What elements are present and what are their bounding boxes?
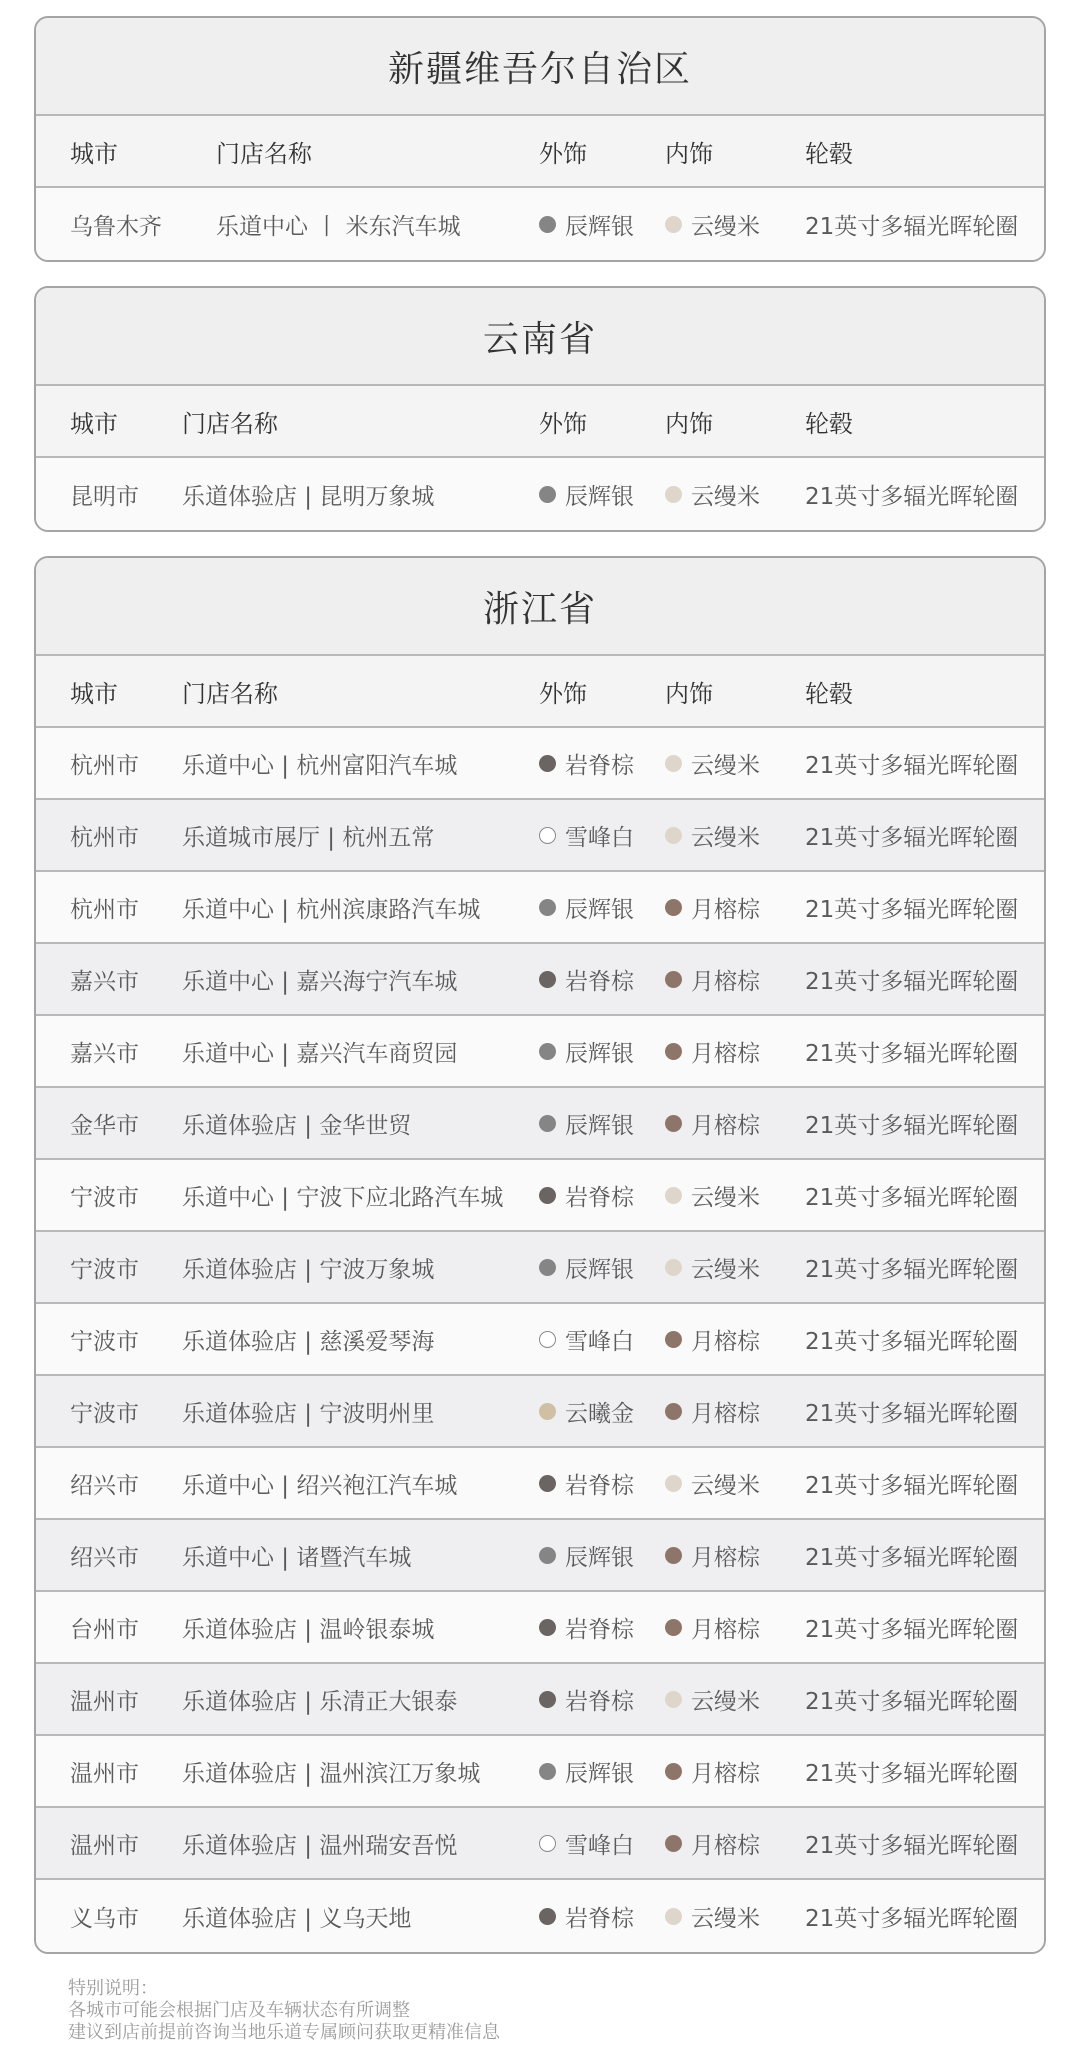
interior-color-label: 月榕棕 xyxy=(691,1040,760,1067)
color-swatch-icon xyxy=(665,1547,682,1564)
exterior-color-label: 雪峰白 xyxy=(565,824,634,851)
exterior-color-cell xyxy=(539,1880,634,1952)
color-swatch-icon xyxy=(539,1259,556,1276)
exterior-color-label: 辰辉银 xyxy=(565,213,634,240)
color-swatch-icon xyxy=(665,216,682,233)
table-row xyxy=(36,1376,1044,1448)
city-cell: 嘉兴市 xyxy=(70,1040,139,1067)
exterior-color-cell xyxy=(539,1232,634,1302)
exterior-color-label: 辰辉银 xyxy=(565,1112,634,1139)
city-cell: 宁波市 xyxy=(70,1400,139,1427)
color-swatch-icon xyxy=(665,486,682,503)
interior-color-label: 云缦米 xyxy=(691,1688,760,1715)
table-row xyxy=(36,458,1044,530)
wheel-cell: 21英寸多辐光晖轮圈 xyxy=(805,1544,1019,1571)
exterior-color-cell xyxy=(539,1736,634,1806)
table-row xyxy=(36,1592,1044,1664)
exterior-color-label: 辰辉银 xyxy=(565,483,634,510)
exterior-color-cell xyxy=(539,728,634,798)
exterior-color-label: 岩脊棕 xyxy=(565,968,634,995)
table-row xyxy=(36,800,1044,872)
interior-color-cell xyxy=(665,944,760,1014)
interior-color-label: 云缦米 xyxy=(691,824,760,851)
store-name-cell: 乐道城市展厅 | 杭州五常 xyxy=(182,824,435,851)
city-cell: 宁波市 xyxy=(70,1256,139,1283)
wheel-cell: 21英寸多辐光晖轮圈 xyxy=(805,483,1019,510)
wheel-cell: 21英寸多辐光晖轮圈 xyxy=(805,1328,1019,1355)
exterior-color-label: 雪峰白 xyxy=(565,1832,634,1859)
exterior-color-label: 岩脊棕 xyxy=(565,1616,634,1643)
interior-color-label: 月榕棕 xyxy=(691,1760,760,1787)
interior-color-cell xyxy=(665,872,760,942)
color-swatch-icon xyxy=(539,1691,556,1708)
exterior-color-label: 岩脊棕 xyxy=(565,1688,634,1715)
color-swatch-icon xyxy=(665,1403,682,1420)
exterior-color-cell xyxy=(539,872,634,942)
exterior-color-label: 岩脊棕 xyxy=(565,1905,634,1932)
interior-color-label: 月榕棕 xyxy=(691,1112,760,1139)
color-swatch-icon xyxy=(665,1259,682,1276)
table-row xyxy=(36,1088,1044,1160)
exterior-color-cell xyxy=(539,1520,634,1590)
city-cell: 金华市 xyxy=(70,1112,139,1139)
color-swatch-icon xyxy=(539,1763,556,1780)
table-row xyxy=(36,1664,1044,1736)
city-cell: 杭州市 xyxy=(70,824,139,851)
exterior-color-cell xyxy=(539,1016,634,1086)
table-row xyxy=(36,728,1044,800)
province-card xyxy=(34,286,1046,532)
exterior-color-label: 辰辉银 xyxy=(565,896,634,923)
column-header-city: 城市 xyxy=(70,679,118,708)
interior-color-label: 云缦米 xyxy=(691,1905,760,1932)
color-swatch-icon xyxy=(665,1908,682,1925)
column-header-city: 城市 xyxy=(70,139,118,168)
column-header-ext: 外饰 xyxy=(539,139,587,168)
note-line: 建议到店前提前咨询当地乐道专属顾问获取更精准信息 xyxy=(68,2022,500,2043)
city-cell: 杭州市 xyxy=(70,896,139,923)
color-swatch-icon xyxy=(539,827,556,844)
exterior-color-cell xyxy=(539,1448,634,1518)
exterior-color-label: 辰辉银 xyxy=(565,1760,634,1787)
interior-color-cell xyxy=(665,1448,760,1518)
color-swatch-icon xyxy=(539,1187,556,1204)
interior-color-cell xyxy=(665,188,760,260)
exterior-color-cell xyxy=(539,1160,634,1230)
table-row xyxy=(36,1808,1044,1880)
city-cell: 乌鲁木齐 xyxy=(70,213,162,240)
interior-color-cell xyxy=(665,1016,760,1086)
table-header-row xyxy=(36,386,1044,458)
color-swatch-icon xyxy=(665,827,682,844)
table-row xyxy=(36,1304,1044,1376)
city-cell: 义乌市 xyxy=(70,1905,139,1932)
wheel-cell: 21英寸多辐光晖轮圈 xyxy=(805,1688,1019,1715)
interior-color-label: 月榕棕 xyxy=(691,1616,760,1643)
exterior-color-cell xyxy=(539,1304,634,1374)
exterior-color-label: 云曦金 xyxy=(565,1400,634,1427)
exterior-color-label: 岩脊棕 xyxy=(565,1184,634,1211)
color-swatch-icon xyxy=(665,1115,682,1132)
province-title: 新疆维吾尔自治区 xyxy=(36,18,1044,116)
store-name-cell: 乐道体验店 | 昆明万象城 xyxy=(182,483,435,510)
interior-color-label: 云缦米 xyxy=(691,213,760,240)
exterior-color-cell xyxy=(539,1592,634,1662)
interior-color-label: 云缦米 xyxy=(691,1184,760,1211)
color-swatch-icon xyxy=(539,1835,556,1852)
store-name-cell: 乐道体验店 | 义乌天地 xyxy=(182,1905,412,1932)
interior-color-cell xyxy=(665,1520,760,1590)
color-swatch-icon xyxy=(539,1547,556,1564)
table-row xyxy=(36,1520,1044,1592)
interior-color-cell xyxy=(665,1304,760,1374)
city-cell: 绍兴市 xyxy=(70,1544,139,1571)
store-name-cell: 乐道体验店 | 慈溪爱琴海 xyxy=(182,1328,435,1355)
column-header-store: 门店名称 xyxy=(216,139,312,168)
color-swatch-icon xyxy=(539,755,556,772)
city-cell: 昆明市 xyxy=(70,483,139,510)
store-name-cell: 乐道体验店 | 温州滨江万象城 xyxy=(182,1760,481,1787)
column-header-wheel: 轮毂 xyxy=(805,409,853,438)
color-swatch-icon xyxy=(539,1475,556,1492)
city-cell: 温州市 xyxy=(70,1832,139,1859)
store-name-cell: 乐道体验店 | 温州瑞安吾悦 xyxy=(182,1832,458,1859)
color-swatch-icon xyxy=(665,1619,682,1636)
table-header-row xyxy=(36,116,1044,188)
color-swatch-icon xyxy=(665,971,682,988)
color-swatch-icon xyxy=(665,1763,682,1780)
wheel-cell: 21英寸多辐光晖轮圈 xyxy=(805,1760,1019,1787)
store-name-cell: 乐道中心 | 嘉兴海宁汽车城 xyxy=(182,968,458,995)
city-cell: 杭州市 xyxy=(70,752,139,779)
column-header-store: 门店名称 xyxy=(182,409,278,438)
exterior-color-label: 岩脊棕 xyxy=(565,752,634,779)
note-line: 特别说明： xyxy=(68,1978,158,1999)
table-row xyxy=(36,944,1044,1016)
wheel-cell: 21英寸多辐光晖轮圈 xyxy=(805,1832,1019,1859)
exterior-color-label: 雪峰白 xyxy=(565,1328,634,1355)
exterior-color-cell xyxy=(539,1088,634,1158)
store-name-cell: 乐道体验店 | 温岭银泰城 xyxy=(182,1616,435,1643)
column-header-wheel: 轮毂 xyxy=(805,139,853,168)
wheel-cell: 21英寸多辐光晖轮圈 xyxy=(805,1040,1019,1067)
interior-color-label: 云缦米 xyxy=(691,1256,760,1283)
store-name-cell: 乐道中心 | 诸暨汽车城 xyxy=(182,1544,412,1571)
store-name-cell: 乐道中心 | 杭州富阳汽车城 xyxy=(182,752,458,779)
interior-color-cell xyxy=(665,1736,760,1806)
interior-color-cell xyxy=(665,1880,760,1952)
interior-color-cell xyxy=(665,728,760,798)
wheel-cell: 21英寸多辐光晖轮圈 xyxy=(805,1400,1019,1427)
color-swatch-icon xyxy=(665,1475,682,1492)
exterior-color-cell xyxy=(539,1664,634,1734)
wheel-cell: 21英寸多辐光晖轮圈 xyxy=(805,1112,1019,1139)
wheel-cell: 21英寸多辐光晖轮圈 xyxy=(805,1905,1019,1932)
interior-color-cell xyxy=(665,1088,760,1158)
wheel-cell: 21英寸多辐光晖轮圈 xyxy=(805,1616,1019,1643)
exterior-color-cell xyxy=(539,944,634,1014)
exterior-color-cell xyxy=(539,800,634,870)
table-row xyxy=(36,872,1044,944)
column-header-int: 内饰 xyxy=(665,679,713,708)
column-header-store: 门店名称 xyxy=(182,679,278,708)
table-row xyxy=(36,1736,1044,1808)
exterior-color-cell xyxy=(539,188,634,260)
city-cell: 绍兴市 xyxy=(70,1472,139,1499)
store-name-cell: 乐道体验店 | 宁波万象城 xyxy=(182,1256,435,1283)
province-title: 云南省 xyxy=(36,288,1044,386)
interior-color-label: 月榕棕 xyxy=(691,1328,760,1355)
color-swatch-icon xyxy=(539,216,556,233)
table-row xyxy=(36,1448,1044,1520)
color-swatch-icon xyxy=(539,486,556,503)
interior-color-cell xyxy=(665,1808,760,1878)
interior-color-label: 云缦米 xyxy=(691,1472,760,1499)
special-note xyxy=(68,1978,500,2044)
column-header-wheel: 轮毂 xyxy=(805,679,853,708)
interior-color-cell xyxy=(665,1232,760,1302)
color-swatch-icon xyxy=(539,1043,556,1060)
note-line: 各城市可能会根据门店及车辆状态有所调整 xyxy=(68,2000,410,2021)
province-title: 浙江省 xyxy=(36,558,1044,656)
wheel-cell: 21英寸多辐光晖轮圈 xyxy=(805,968,1019,995)
wheel-cell: 21英寸多辐光晖轮圈 xyxy=(805,1256,1019,1283)
table-row xyxy=(36,1880,1044,1952)
wheel-cell: 21英寸多辐光晖轮圈 xyxy=(805,752,1019,779)
store-name-cell: 乐道中心 | 绍兴袍江汽车城 xyxy=(182,1472,458,1499)
wheel-cell: 21英寸多辐光晖轮圈 xyxy=(805,213,1019,240)
city-cell: 台州市 xyxy=(70,1616,139,1643)
store-name-cell: 乐道体验店 | 金华世贸 xyxy=(182,1112,412,1139)
interior-color-cell xyxy=(665,1664,760,1734)
color-swatch-icon xyxy=(539,1115,556,1132)
table-row xyxy=(36,1160,1044,1232)
interior-color-cell xyxy=(665,1592,760,1662)
wheel-cell: 21英寸多辐光晖轮圈 xyxy=(805,824,1019,851)
table-row xyxy=(36,1232,1044,1304)
interior-color-cell xyxy=(665,800,760,870)
interior-color-label: 云缦米 xyxy=(691,752,760,779)
exterior-color-cell xyxy=(539,1808,634,1878)
store-name-cell: 乐道体验店 | 乐清正大银泰 xyxy=(182,1688,458,1715)
color-swatch-icon xyxy=(539,899,556,916)
wheel-cell: 21英寸多辐光晖轮圈 xyxy=(805,896,1019,923)
color-swatch-icon xyxy=(539,971,556,988)
city-cell: 宁波市 xyxy=(70,1184,139,1211)
color-swatch-icon xyxy=(539,1908,556,1925)
column-header-ext: 外饰 xyxy=(539,409,587,438)
city-cell: 嘉兴市 xyxy=(70,968,139,995)
interior-color-label: 月榕棕 xyxy=(691,1832,760,1859)
city-cell: 宁波市 xyxy=(70,1328,139,1355)
table-row xyxy=(36,1016,1044,1088)
color-swatch-icon xyxy=(665,1043,682,1060)
exterior-color-label: 辰辉银 xyxy=(565,1040,634,1067)
color-swatch-icon xyxy=(665,1691,682,1708)
wheel-cell: 21英寸多辐光晖轮圈 xyxy=(805,1184,1019,1211)
city-cell: 温州市 xyxy=(70,1688,139,1715)
color-swatch-icon xyxy=(539,1619,556,1636)
table-row xyxy=(36,188,1044,260)
interior-color-cell xyxy=(665,1376,760,1446)
color-swatch-icon xyxy=(539,1403,556,1420)
store-name-cell: 乐道中心 丨 米东汽车城 xyxy=(216,213,461,240)
column-header-ext: 外饰 xyxy=(539,679,587,708)
interior-color-cell xyxy=(665,458,760,530)
color-swatch-icon xyxy=(539,1331,556,1348)
interior-color-label: 云缦米 xyxy=(691,483,760,510)
store-name-cell: 乐道中心 | 嘉兴汽车商贸园 xyxy=(182,1040,458,1067)
column-header-int: 内饰 xyxy=(665,409,713,438)
color-swatch-icon xyxy=(665,1187,682,1204)
exterior-color-cell xyxy=(539,458,634,530)
interior-color-cell xyxy=(665,1160,760,1230)
interior-color-label: 月榕棕 xyxy=(691,1400,760,1427)
city-cell: 温州市 xyxy=(70,1760,139,1787)
exterior-color-cell xyxy=(539,1376,634,1446)
province-card xyxy=(34,556,1046,1954)
wheel-cell: 21英寸多辐光晖轮圈 xyxy=(805,1472,1019,1499)
store-name-cell: 乐道体验店 | 宁波明州里 xyxy=(182,1400,435,1427)
color-swatch-icon xyxy=(665,899,682,916)
interior-color-label: 月榕棕 xyxy=(691,1544,760,1571)
store-name-cell: 乐道中心 | 杭州滨康路汽车城 xyxy=(182,896,481,923)
column-header-int: 内饰 xyxy=(665,139,713,168)
color-swatch-icon xyxy=(665,755,682,772)
exterior-color-label: 辰辉银 xyxy=(565,1256,634,1283)
exterior-color-label: 辰辉银 xyxy=(565,1544,634,1571)
interior-color-label: 月榕棕 xyxy=(691,968,760,995)
interior-color-label: 月榕棕 xyxy=(691,896,760,923)
color-swatch-icon xyxy=(665,1331,682,1348)
exterior-color-label: 岩脊棕 xyxy=(565,1472,634,1499)
color-swatch-icon xyxy=(665,1835,682,1852)
store-name-cell: 乐道中心 | 宁波下应北路汽车城 xyxy=(182,1184,504,1211)
province-card xyxy=(34,16,1046,262)
column-header-city: 城市 xyxy=(70,409,118,438)
table-header-row xyxy=(36,656,1044,728)
